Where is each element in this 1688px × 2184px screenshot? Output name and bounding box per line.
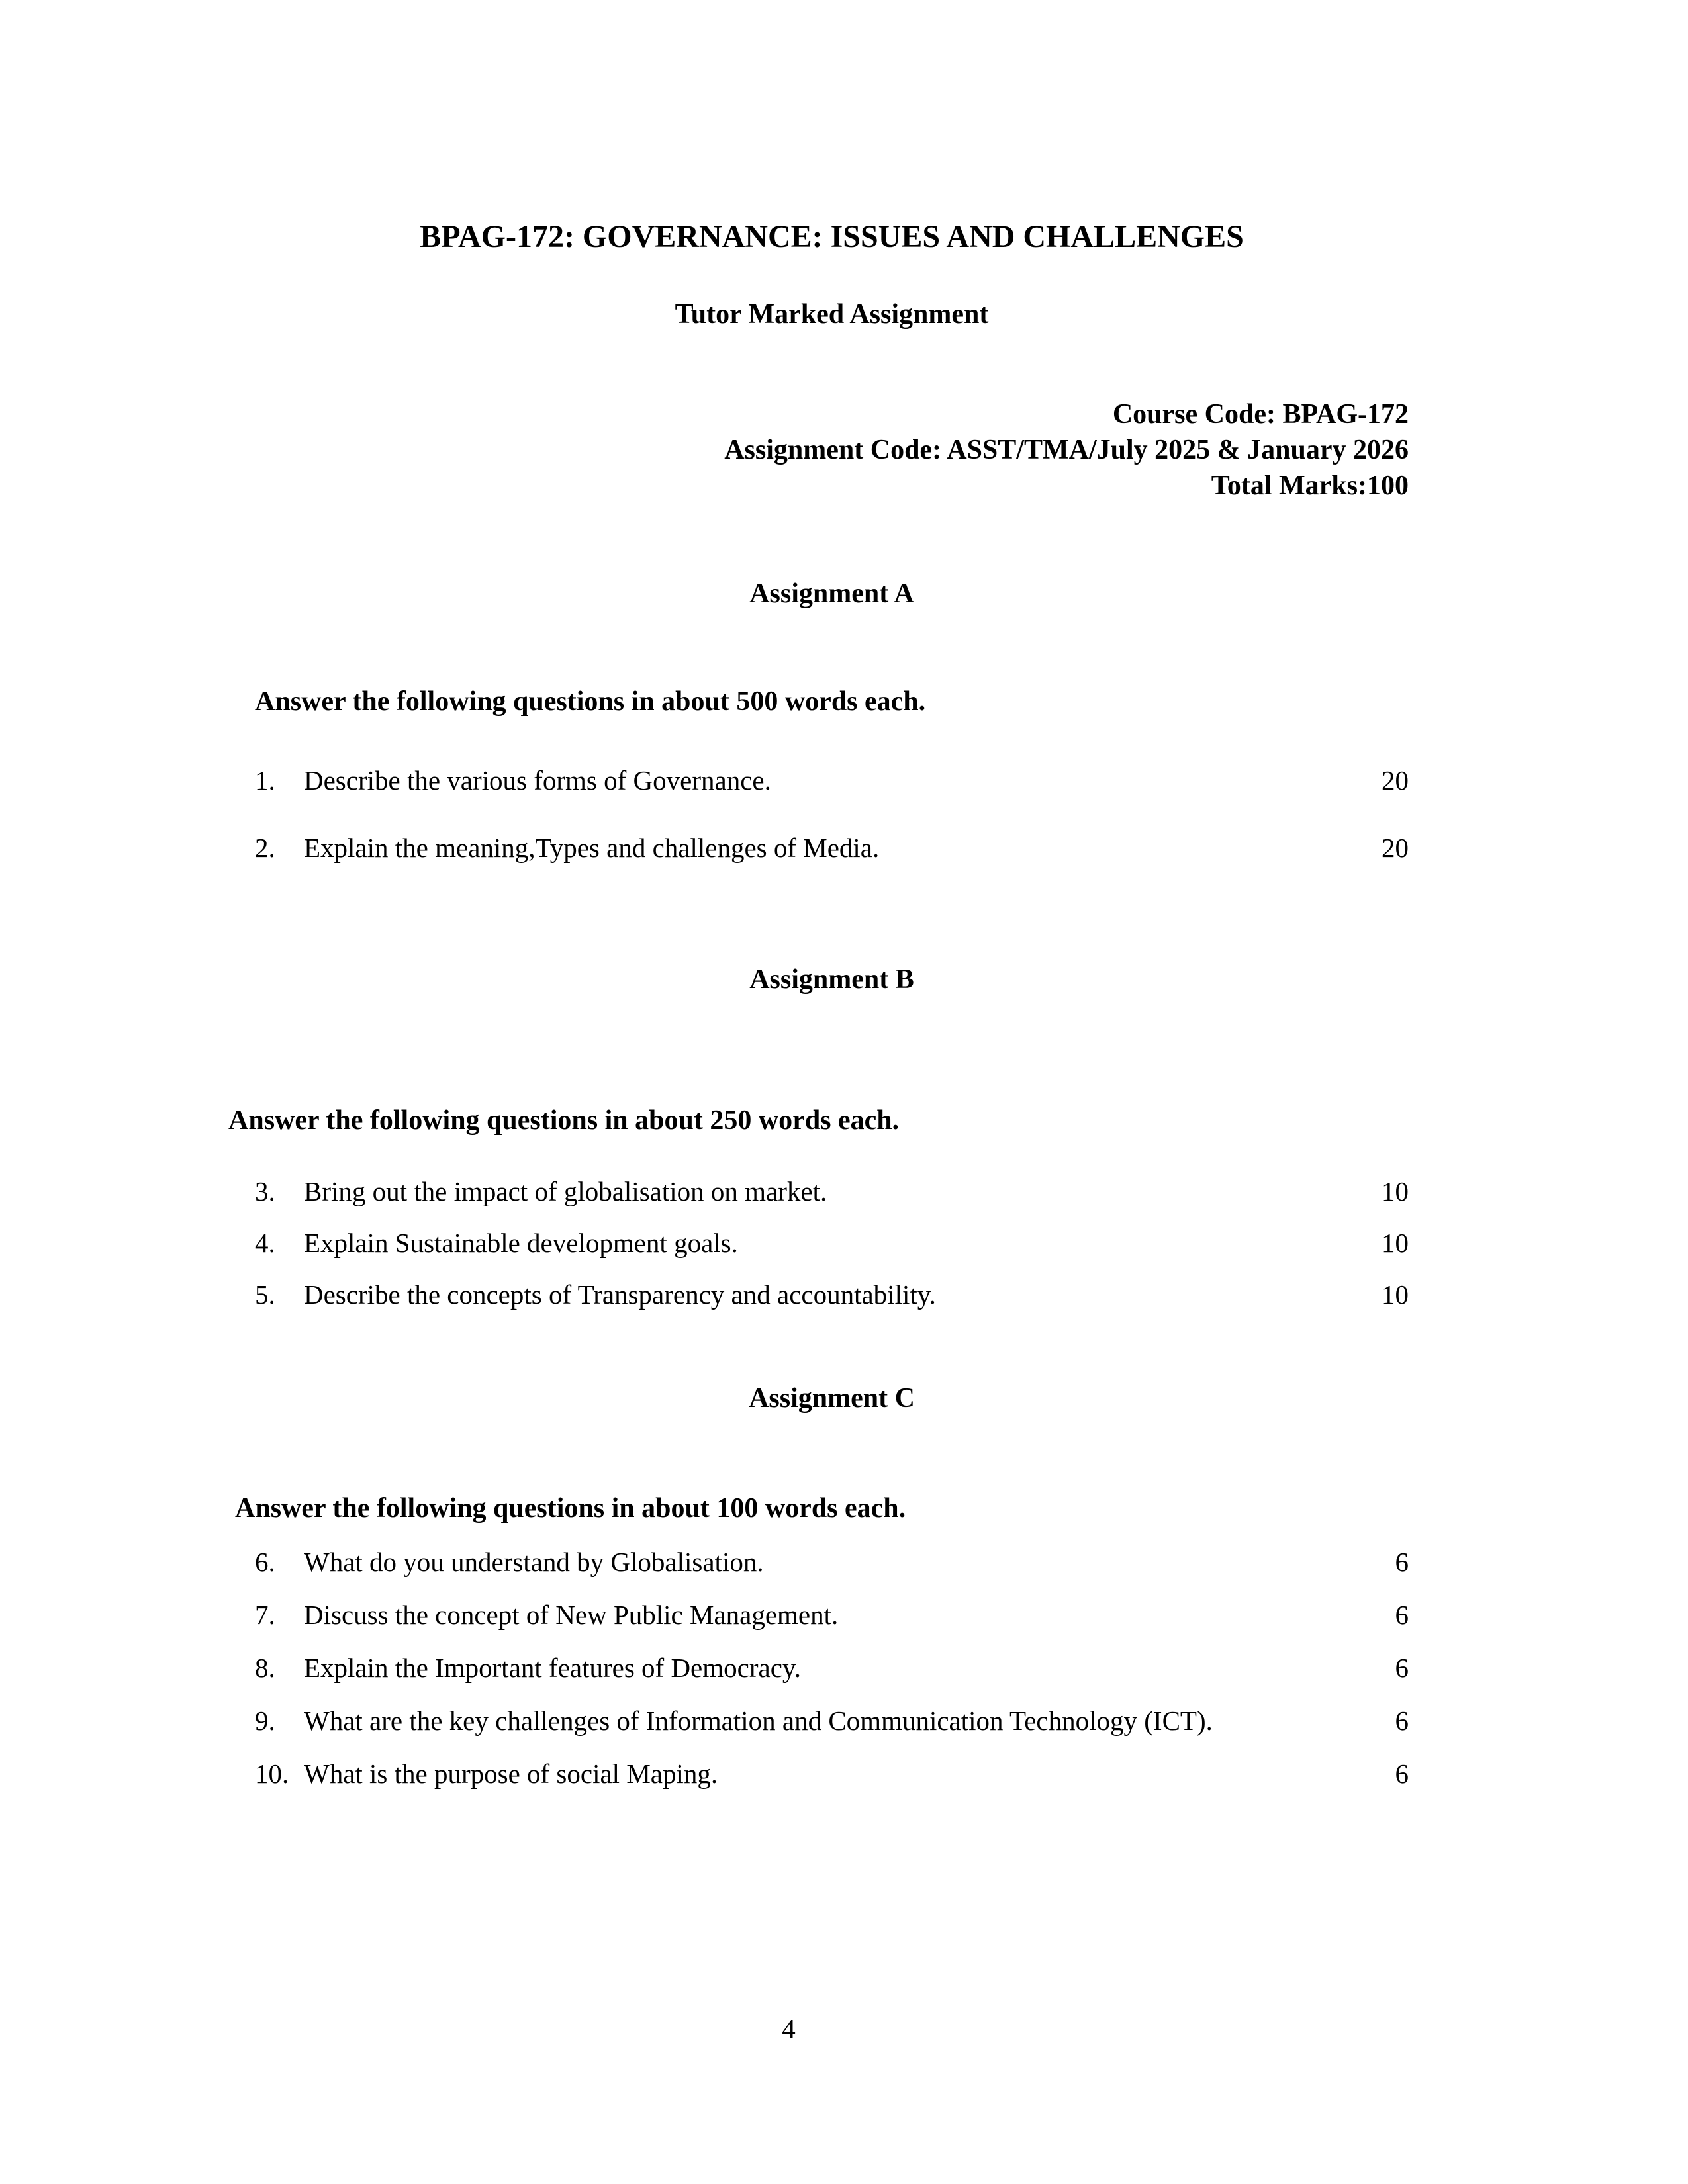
question-number: 6.	[255, 1547, 275, 1577]
question-number: 1.	[255, 765, 275, 796]
question-row	[255, 1226, 1409, 1259]
question-marks: 10	[1382, 1228, 1409, 1258]
total-marks-line: Total Marks:100	[1211, 471, 1409, 501]
question-marks: 6	[1395, 1653, 1409, 1683]
question-text: Explain the meaning,Types and challenges of Media.	[304, 833, 880, 863]
question-number: 5.	[255, 1279, 275, 1310]
question-row	[255, 1175, 1409, 1208]
section-heading-c: Assignment C	[749, 1383, 915, 1414]
question-number: 3.	[255, 1176, 275, 1206]
page-subtitle: Tutor Marked Assignment	[675, 299, 989, 330]
question-number: 2.	[255, 833, 275, 863]
question-text: Explain the Important features of Democracy.	[304, 1653, 801, 1683]
question-row	[255, 1757, 1409, 1790]
question-marks: 6	[1395, 1600, 1409, 1630]
question-marks: 6	[1395, 1706, 1409, 1736]
question-text: Describe the various forms of Governance.	[304, 765, 771, 796]
question-number: 8.	[255, 1653, 275, 1683]
question-text: What do you understand by Globalisation.	[304, 1547, 764, 1577]
section-heading-a: Assignment A	[749, 578, 914, 609]
question-row	[255, 764, 1409, 797]
question-row	[255, 1704, 1409, 1737]
question-text: What are the key challenges of Information and Communication Technology (ICT).	[304, 1706, 1213, 1736]
meta-block	[255, 396, 1409, 504]
question-row	[255, 1278, 1409, 1311]
question-text: Explain Sustainable development goals.	[304, 1228, 738, 1258]
section-instruction-a: Answer the following questions in about 500 words each.	[255, 686, 926, 717]
section-instruction-b: Answer the following questions in about 250 words each.	[228, 1105, 900, 1136]
question-row	[255, 831, 1409, 864]
section-instruction-c: Answer the following questions in about 100 words each.	[235, 1493, 906, 1524]
question-text: What is the purpose of social Maping.	[304, 1758, 718, 1789]
question-row	[255, 1598, 1409, 1631]
question-marks: 10	[1382, 1176, 1409, 1206]
question-text: Discuss the concept of New Public Management.	[304, 1600, 839, 1630]
question-text: Describe the concepts of Transparency and accountability.	[304, 1279, 936, 1310]
question-number: 9.	[255, 1706, 275, 1736]
assignment-code-line: Assignment Code: ASST/TMA/July 2025 & January 2026	[724, 435, 1409, 465]
question-row	[255, 1545, 1409, 1578]
page-title: BPAG-172: GOVERNANCE: ISSUES AND CHALLENGES	[420, 219, 1244, 254]
question-marks: 10	[1382, 1279, 1409, 1310]
page-number: 4	[782, 2013, 796, 2044]
question-marks: 6	[1395, 1547, 1409, 1577]
question-number: 10.	[255, 1758, 289, 1789]
question-row	[255, 1651, 1409, 1684]
question-text: Bring out the impact of globalisation on market.	[304, 1176, 827, 1206]
course-code-line: Course Code: BPAG-172	[1112, 399, 1409, 430]
question-number: 7.	[255, 1600, 275, 1630]
question-marks: 20	[1382, 833, 1409, 863]
question-marks: 20	[1382, 765, 1409, 796]
question-marks: 6	[1395, 1758, 1409, 1789]
question-number: 4.	[255, 1228, 275, 1258]
section-heading-b: Assignment B	[749, 964, 914, 995]
